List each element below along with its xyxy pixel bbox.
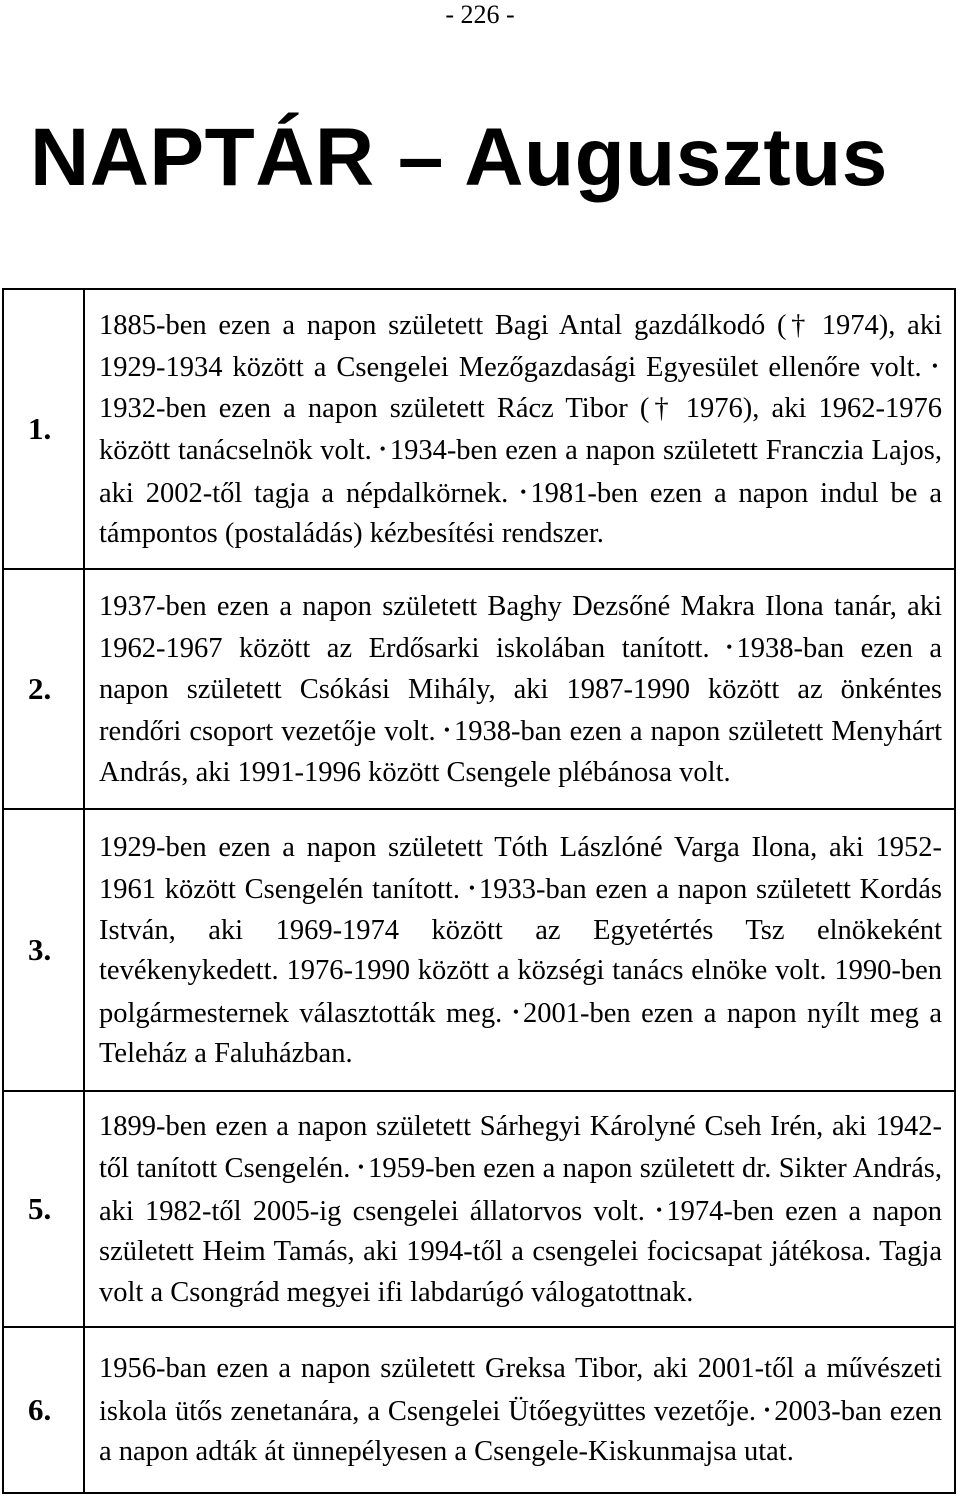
event-text: 1899-ben ezen a napon született Sárhegyi Károlyné Cseh Irén, aki 1942-től tanított Csengelén. <box>99 1110 942 1185</box>
day-number: 2. <box>3 569 84 809</box>
page-number: - 226 - <box>445 0 515 29</box>
day-number: 5. <box>3 1091 84 1327</box>
event-text: 2001-ben ezen a napon nyílt meg a Teleház a Faluházban. <box>99 997 942 1069</box>
day-events <box>84 1091 955 1327</box>
bullet-separator: • <box>726 637 733 658</box>
bullet-separator: • <box>468 878 475 898</box>
event-text: 1937-ben ezen a napon született Baghy Dezsőné Makra Ilona tanár, aki 1962-1967 között az Erdősarki iskolában tanított. <box>99 590 942 665</box>
calendar-row <box>3 1091 955 1327</box>
event-text: 1885-ben ezen a napon született Bagi Antal gazdálkodó († 1974), aki 1929-1934 között a Csengelei Mezőgazdasági Egyesület ellenőre volt. <box>99 309 942 383</box>
event-text: 1974-ben ezen a napon született Heim Tamás, aki 1994-től a csengelei focicsapat játékosa. Tagja volt a Csongrád megyei ifi labdarúgó válogatottnak. <box>99 1195 943 1308</box>
calendar-table <box>2 288 956 1494</box>
calendar-row <box>3 289 955 569</box>
event-text: 1981-ben ezen a napon indul be a támpontos (postaládás) kézbesítési rendszer. <box>99 477 942 549</box>
event-text: 1932-ben ezen a napon született Rácz Tibor († 1976), aki 1962-1976 között tanácselnök volt. <box>99 392 942 466</box>
bullet-separator: • <box>520 481 527 502</box>
bullet-separator: • <box>379 439 386 459</box>
event-text: 1938-ban ezen a napon született Menyhárt András, aki 1991-1996 között Csengele plébánosa volt. <box>99 716 942 788</box>
calendar-row <box>3 809 955 1091</box>
day-events <box>84 289 955 569</box>
event-text: 1929-ben ezen a napon született Tóth Lászlóné Varga Ilona, aki 1952-1961 között Csengelén tanított. <box>99 831 942 905</box>
event-text: 1956-ban ezen a napon született Greksa Tibor, aki 2001-től a művészeti iskola ütős zenetanára, a Csengelei Ütőegyüttes vezetője. <box>99 1353 942 1427</box>
day-number: 6. <box>3 1327 84 1493</box>
event-text: 1959-ben ezen a napon született dr. Sikter András, aki 1982-től 2005-ig csengelei állatorvos volt. <box>99 1153 943 1227</box>
calendar-body <box>3 289 955 1493</box>
day-number: 1. <box>3 289 84 569</box>
bullet-separator: • <box>357 1157 365 1178</box>
event-text: 1934-ben ezen a napon született Franczia Lajos, aki 2002-től tagja a népdalkörnek. <box>99 435 942 509</box>
calendar-row <box>3 569 955 809</box>
bullet-separator: • <box>763 1399 771 1420</box>
event-text: 1933-ban ezen a napon született Kordás István, aki 1969-1974 között az Egyetértés Tsz elnökeként tevékenykedett. 1976-1990 között a községi tanács elnöke volt. 1990-ben polgármesternek választották meg. <box>99 874 942 1029</box>
day-events <box>84 1327 955 1493</box>
calendar-row <box>3 1327 955 1493</box>
day-number: 3. <box>3 809 84 1091</box>
bullet-separator: • <box>512 1001 519 1022</box>
event-text: 2003-ban ezen a napon adták át ünnepélyesen a Csengele-Kiskunmajsa utat. <box>99 1395 942 1468</box>
day-events <box>84 569 955 809</box>
bullet-separator: • <box>443 720 450 741</box>
bullet-separator: • <box>931 356 939 376</box>
day-events <box>84 809 955 1091</box>
page-title: NAPTÁR – Augusztus <box>30 112 888 203</box>
event-text: 1938-ban ezen a napon született Csókási Mihály, aki 1987-1990 között az önkéntes rendőri csoport vezetője volt. <box>99 633 943 748</box>
bullet-separator: • <box>656 1199 663 1220</box>
